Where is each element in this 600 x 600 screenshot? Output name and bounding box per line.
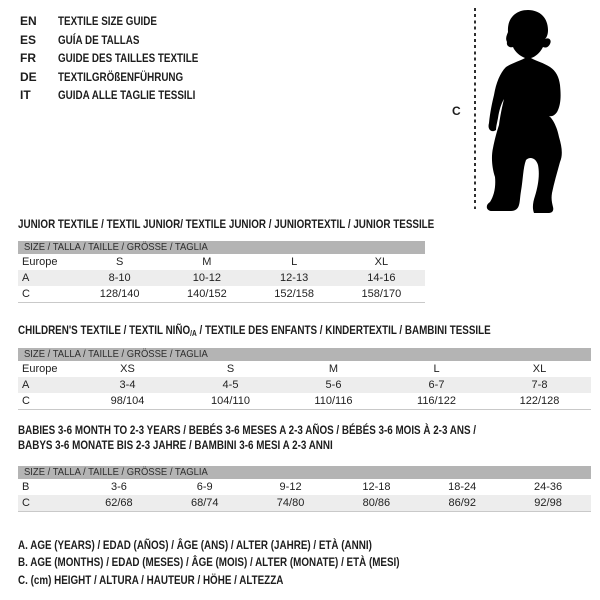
height-measure-label: C (452, 104, 461, 118)
junior-size-table (18, 241, 425, 303)
value-cell: 12-13 (280, 272, 309, 284)
language-label: TEXTILE SIZE GUIDE (58, 14, 157, 29)
junior-section-title: JUNIOR TEXTILE / TEXTIL JUNIOR/ TEXTILE JUNIOR / JUNIORTEXTIL / JUNIOR TESSILE (18, 217, 435, 231)
table-row (18, 377, 591, 393)
row-label-cell: C (22, 288, 30, 300)
baby-silhouette-icon (478, 5, 578, 222)
value-cell: 140/152 (186, 288, 227, 300)
subscript-a: /A (190, 329, 197, 338)
babies-size-table (18, 466, 591, 512)
row-label-cell: C (22, 395, 30, 407)
language-label: GUIDE DES TAILLES TEXTILE (58, 51, 199, 66)
footnote-height-cm: C. (cm) HEIGHT / ALTURA / HAUTEUR / HÖHE / ALTEZZA (18, 572, 284, 587)
size-cell: M (202, 256, 212, 268)
size-cell: L (433, 363, 440, 375)
language-title-block (20, 12, 229, 105)
table-row (18, 479, 591, 495)
children-size-table (18, 348, 591, 410)
value-cell: 3-4 (119, 379, 136, 391)
table-row (18, 254, 425, 270)
row-label-cell: B (22, 481, 30, 493)
value-cell: 158/170 (361, 288, 402, 300)
footnotes (18, 537, 483, 589)
value-cell: 5-6 (325, 379, 342, 391)
value-cell: 68/74 (190, 497, 219, 509)
language-row (20, 12, 229, 31)
region-label-cell: Europe (22, 363, 58, 375)
value-cell: 24-36 (534, 481, 563, 493)
row-label-cell: C (22, 497, 30, 509)
size-cell: S (115, 256, 124, 268)
value-cell: 74/80 (276, 497, 305, 509)
value-cell: 8-10 (108, 272, 131, 284)
value-cell: 18-24 (448, 481, 477, 493)
language-code: EN (20, 14, 37, 29)
size-cell: M (328, 363, 339, 375)
value-cell: 6-7 (428, 379, 445, 391)
value-cell: 9-12 (279, 481, 302, 493)
value-cell: 128/140 (99, 288, 140, 300)
value-cell: 4-5 (222, 379, 239, 391)
footnote-age-months: B. AGE (MONTHS) / EDAD (MESES) / ÂGE (MOIS) / ALTER (MONATE) / ETÀ (MESI) (18, 555, 400, 570)
language-code: DE (20, 69, 37, 84)
row-label-cell: A (22, 379, 30, 391)
value-cell: 14-16 (367, 272, 396, 284)
height-measure-dashed-line (474, 8, 476, 209)
size-cell: XL (532, 363, 547, 375)
language-row (20, 86, 229, 105)
value-cell: 3-6 (110, 481, 127, 493)
row-label-cell: A (22, 272, 30, 284)
value-cell: 80/86 (362, 497, 391, 509)
value-cell: 12-18 (362, 481, 391, 493)
table-row (18, 495, 591, 511)
language-label: GUÍA DE TALLAS (58, 32, 140, 47)
size-cell: L (291, 256, 298, 268)
size-cell: XL (374, 256, 389, 268)
size-cell: XS (120, 363, 135, 375)
value-cell: 152/158 (274, 288, 314, 300)
table-row (18, 286, 425, 302)
region-label-cell: Europe (22, 256, 58, 268)
value-cell: 122/128 (519, 395, 560, 407)
language-row (20, 49, 229, 68)
value-cell: 7-8 (531, 379, 548, 391)
language-label: TEXTILGRÖßENFÜHRUNG (58, 69, 184, 84)
value-cell: 104/110 (211, 395, 250, 407)
children-section-title: CHILDREN'S TEXTILE / TEXTIL NIÑO/A / TEXTILE DES ENFANTS / KINDERTEXTIL / BAMBINI TESSILE (18, 323, 491, 338)
value-cell: 116/122 (417, 395, 456, 407)
babies-section-title: BABIES 3-6 MONTH TO 2-3 YEARS / BEBÉS 3-6 MESES A 2-3 AÑOS / BÉBÉS 3-6 MOIS À 2-3 ANS / BABYS 3-6 MONATE BIS 2-3 JAHRE / BAMBINI 3-6 MESI A 2-3 ANNI (18, 423, 477, 452)
value-cell: 92/98 (534, 497, 562, 509)
table-row (18, 393, 591, 409)
language-label: GUIDA ALLE TAGLIE TESSILI (58, 88, 196, 103)
language-row (20, 68, 229, 87)
size-header-bar: SIZE / TALLA / TAILLE / GRÖSSE / TAGLIA (18, 241, 425, 254)
table-row (18, 361, 591, 377)
value-cell: 86/92 (448, 497, 476, 509)
value-cell: 98/104 (110, 395, 145, 407)
size-header-bar: SIZE / TALLA / TAILLE / GRÖSSE / TAGLIA (18, 348, 591, 361)
value-cell: 6-9 (196, 481, 213, 493)
size-header-bar: SIZE / TALLA / TAILLE / GRÖSSE / TAGLIA (18, 466, 591, 479)
language-code: IT (20, 88, 31, 103)
language-code: ES (20, 32, 37, 47)
language-row (20, 31, 229, 50)
language-code: FR (20, 51, 36, 66)
table-row (18, 270, 425, 286)
value-cell: 110/116 (314, 395, 353, 407)
footnote-age-years: A. AGE (YEARS) / EDAD (AÑOS) / ÂGE (ANS) / ALTER (JAHRE) / ETÀ (ANNI) (18, 538, 372, 552)
value-cell: 10-12 (192, 272, 221, 284)
value-cell: 62/68 (105, 497, 133, 509)
size-cell: S (226, 363, 235, 375)
